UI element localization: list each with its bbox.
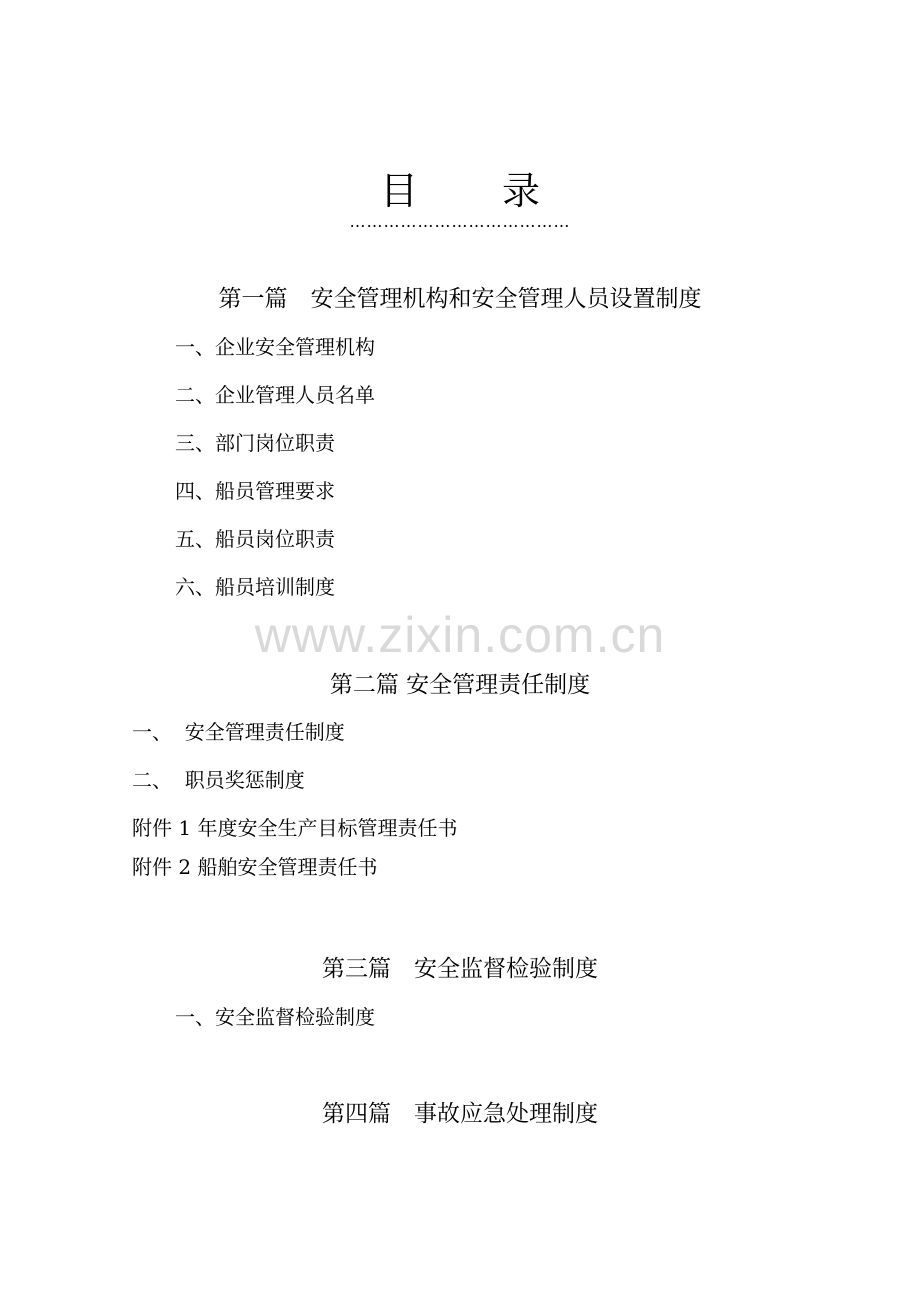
- part1-item-6: 六、船员培训制度: [175, 575, 335, 599]
- part1-item-4: 四、船员管理要求: [175, 479, 335, 503]
- watermark: www.zixin.com.cn: [254, 607, 666, 663]
- toc-title: 目 录: [379, 169, 577, 213]
- title-dotted-line: …………………………………: [349, 212, 571, 231]
- part2-item-2: 二、 职员奖惩制度: [132, 768, 305, 792]
- part1-item-1: 一、企业安全管理机构: [175, 335, 375, 359]
- part2-attachment-1: 附件 1 年度安全生产目标管理责任书: [132, 816, 458, 840]
- part1-item-2: 二、企业管理人员名单: [175, 383, 375, 407]
- part1-heading: 第一篇 安全管理机构和安全管理人员设置制度: [218, 286, 702, 312]
- part1-item-3: 三、部门岗位职责: [175, 431, 335, 455]
- part2-attachment-2: 附件 2 船舶安全管理责任书: [132, 855, 378, 879]
- part4-heading: 第四篇 事故应急处理制度: [322, 1101, 598, 1127]
- part3-heading: 第三篇 安全监督检验制度: [322, 956, 598, 982]
- part3-item-1: 一、安全监督检验制度: [175, 1005, 375, 1029]
- part2-heading: 第二篇 安全管理责任制度: [329, 672, 591, 698]
- part2-item-1: 一、 安全管理责任制度: [132, 720, 345, 744]
- part1-item-5: 五、船员岗位职责: [175, 527, 335, 551]
